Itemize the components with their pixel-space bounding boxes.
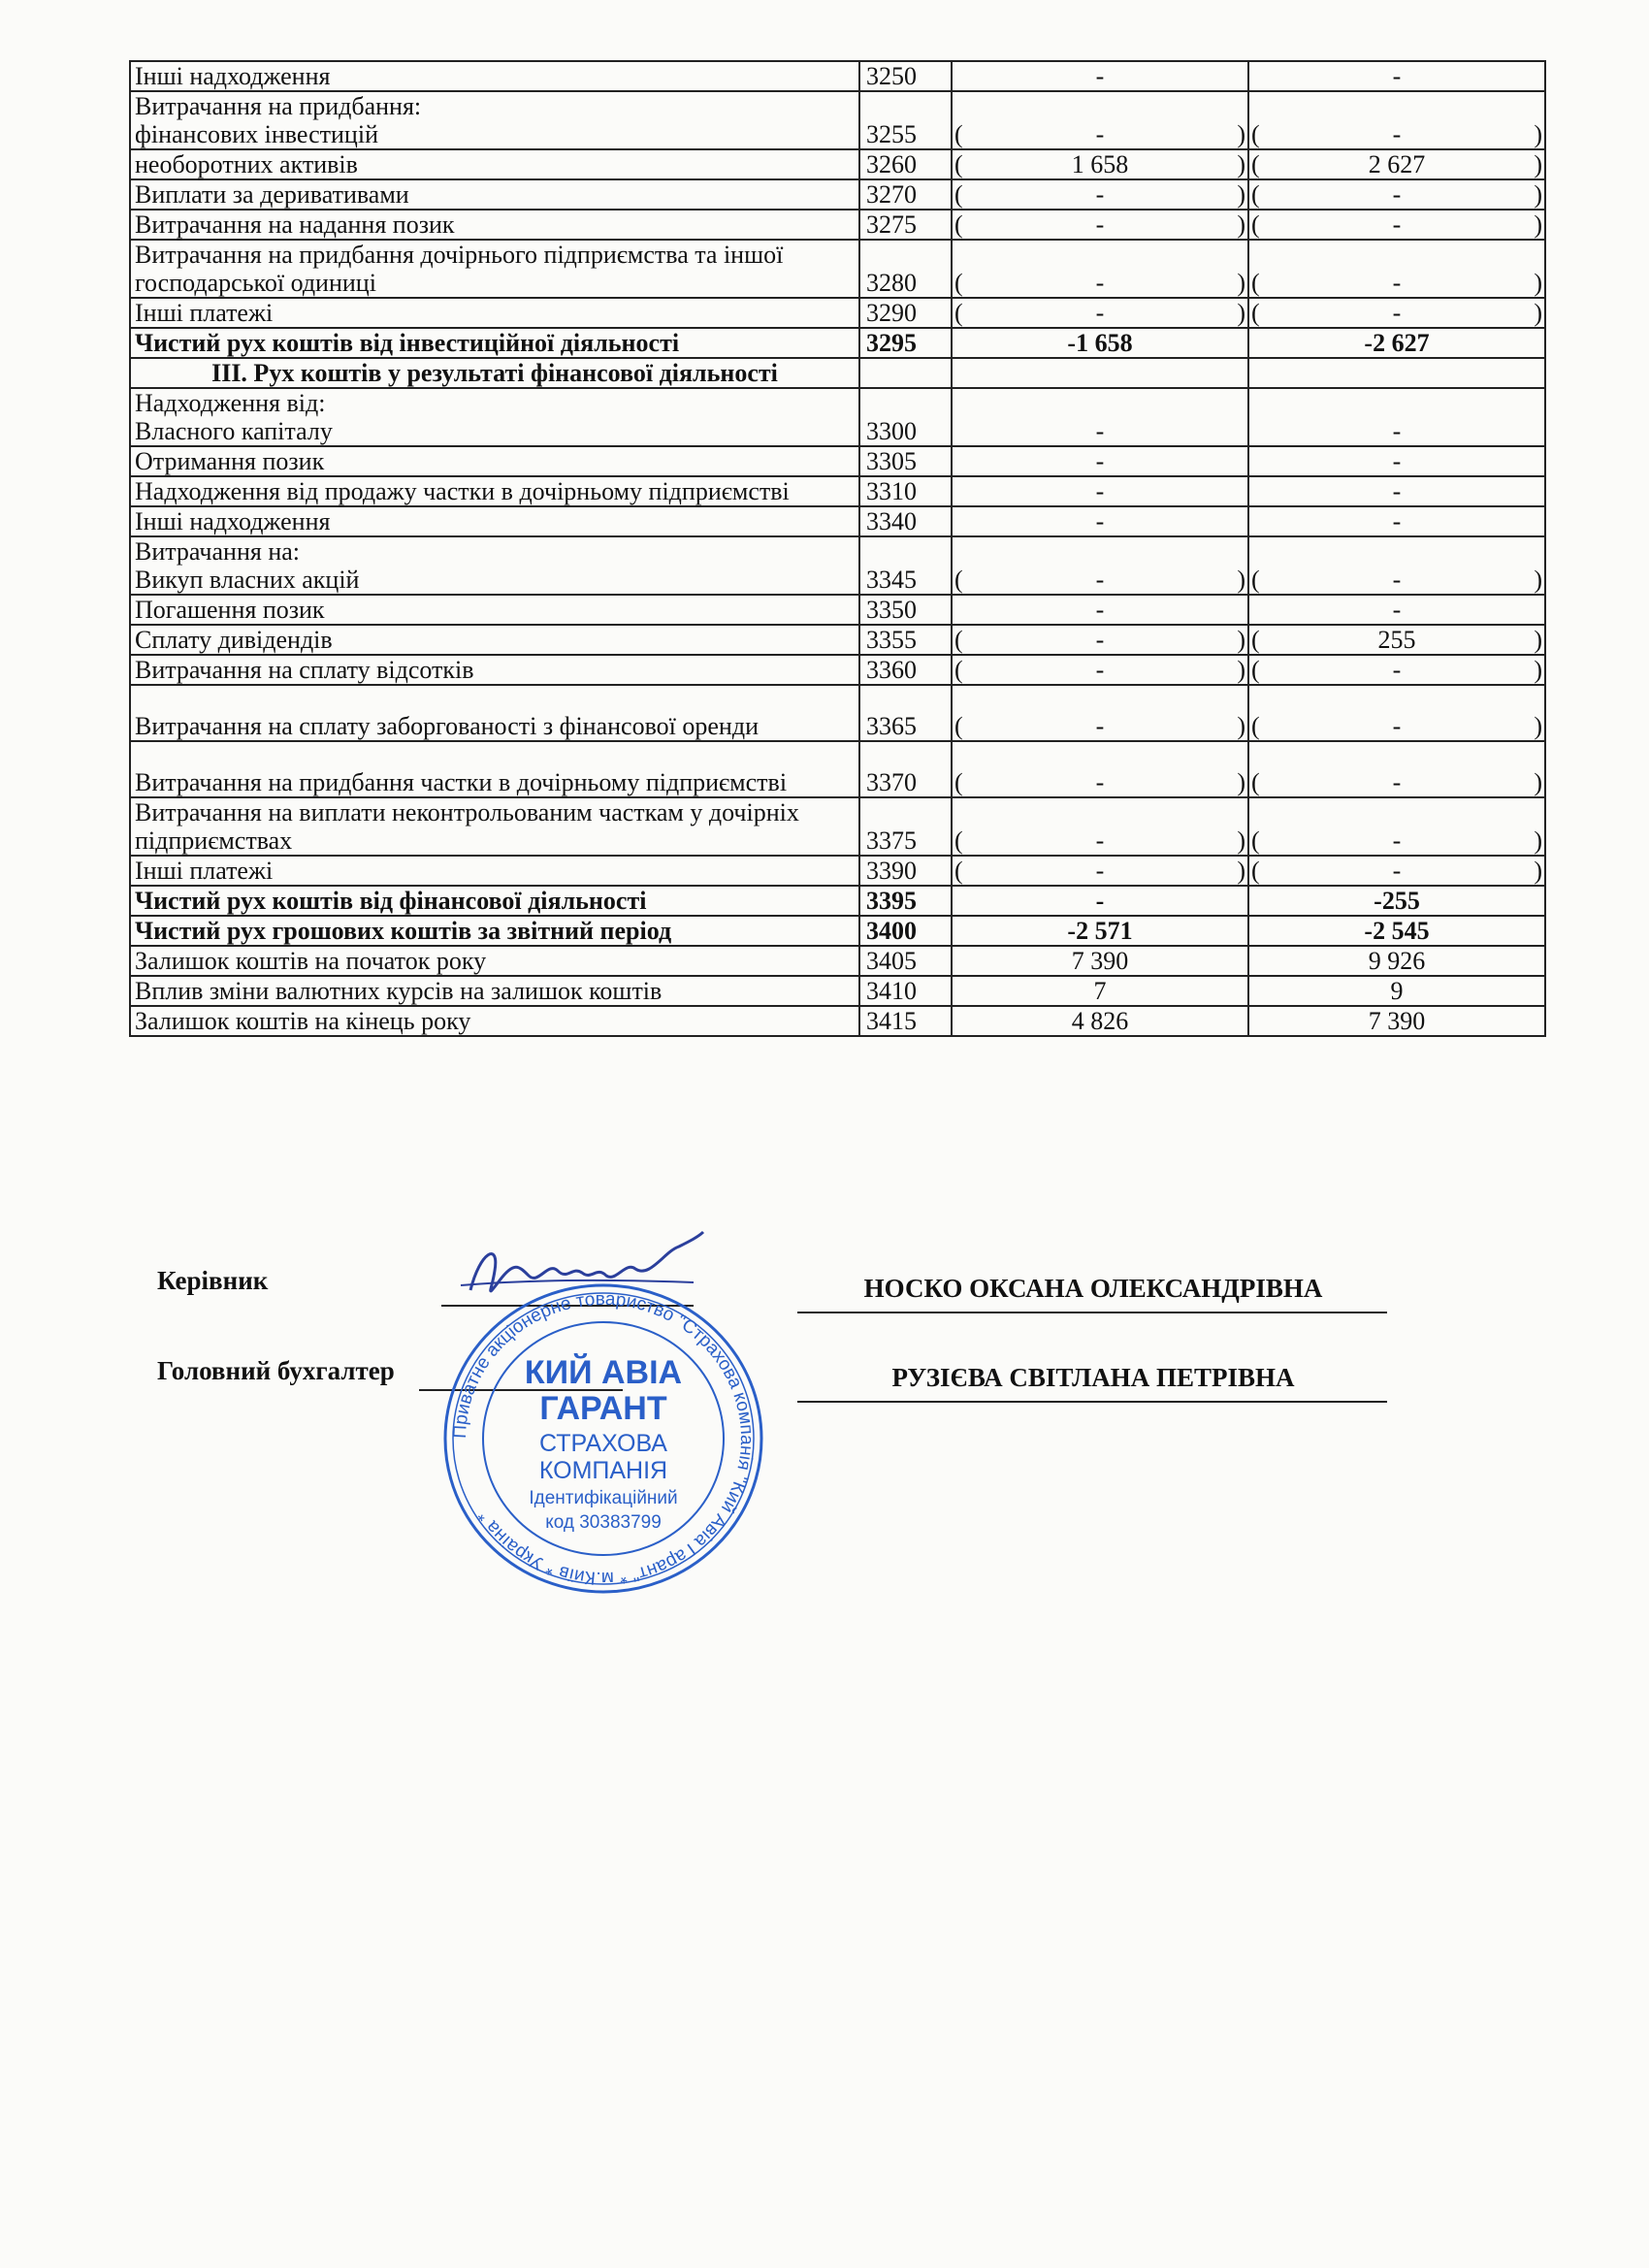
table-row <box>130 328 1545 358</box>
current-period-value: - <box>952 506 1248 536</box>
row-label: Інші надходження <box>130 61 859 91</box>
table-row <box>130 886 1545 916</box>
previous-period-value: ( - ) <box>1248 298 1545 328</box>
row-label: Інші платежі <box>130 298 859 328</box>
row-label: Надходження від: Власного капіталу <box>130 388 859 446</box>
row-code: 3375 <box>859 797 952 856</box>
current-period-value: ( - ) <box>952 797 1248 856</box>
row-label: Чистий рух грошових коштів за звітний період <box>130 916 859 946</box>
row-label: Інші платежі <box>130 856 859 886</box>
seal-outer-text: Приватне акціонерне товариство "Страхова компанія "Кий Авіа Гарант" * м.Київ * Україна * <box>449 1288 758 1589</box>
row-label: Отримання позик <box>130 446 859 476</box>
row-label: III. Рух коштів у результаті фінансової діяльності <box>130 358 859 388</box>
table-row <box>130 91 1545 149</box>
row-code: 3290 <box>859 298 952 328</box>
row-code: 3310 <box>859 476 952 506</box>
row-code: 3410 <box>859 976 952 1006</box>
row-code: 3400 <box>859 916 952 946</box>
current-period-value: ( - ) <box>952 625 1248 655</box>
row-code: 3355 <box>859 625 952 655</box>
seal-line3: СТРАХОВА <box>539 1430 667 1457</box>
current-period-value: ( - ) <box>952 655 1248 685</box>
previous-period-value: - <box>1248 476 1545 506</box>
current-period-value: ( 1 658 ) <box>952 149 1248 179</box>
previous-period-value: ( - ) <box>1248 536 1545 595</box>
table-row <box>130 506 1545 536</box>
row-code: 3305 <box>859 446 952 476</box>
row-code: 3365 <box>859 685 952 741</box>
row-label: Інші надходження <box>130 506 859 536</box>
director-label: Керівник <box>157 1266 269 1295</box>
table-row <box>130 476 1545 506</box>
table-row <box>130 298 1545 328</box>
row-label: Витрачання на сплату заборгованості з фінансової оренди <box>130 685 859 741</box>
previous-period-value: 9 926 <box>1248 946 1545 976</box>
current-period-value: - <box>952 595 1248 625</box>
table-row <box>130 916 1545 946</box>
table-row <box>130 1006 1545 1036</box>
previous-period-value: ( - ) <box>1248 741 1545 797</box>
row-label: Витрачання на надання позик <box>130 210 859 240</box>
table-row <box>130 976 1545 1006</box>
row-label: Витрачання на придбання: фінансових інвестицій <box>130 91 859 149</box>
row-code: 3350 <box>859 595 952 625</box>
row-label: Залишок коштів на кінець року <box>130 1006 859 1036</box>
table-row <box>130 388 1545 446</box>
current-period-value: ( - ) <box>952 240 1248 298</box>
current-period-value: - <box>952 388 1248 446</box>
previous-period-value: - <box>1248 388 1545 446</box>
row-code: 3345 <box>859 536 952 595</box>
row-label: Вплив зміни валютних курсів на залишок коштів <box>130 976 859 1006</box>
previous-period-value: -2 627 <box>1248 328 1545 358</box>
previous-period-value: ( 255 ) <box>1248 625 1545 655</box>
row-code: 3300 <box>859 388 952 446</box>
seal-line4: КОМПАНІЯ <box>538 1457 668 1484</box>
table-row <box>130 149 1545 179</box>
row-label: Чистий рух коштів від фінансової діяльності <box>130 886 859 916</box>
row-code <box>859 358 952 388</box>
accountant-name: РУЗІЄВА СВІТЛАНА ПЕТРІВНА <box>891 1363 1295 1392</box>
current-period-value: ( - ) <box>952 179 1248 210</box>
row-code: 3405 <box>859 946 952 976</box>
current-period-value: - <box>952 886 1248 916</box>
table-row <box>130 625 1545 655</box>
seal-line2: ГАРАНТ <box>539 1390 667 1427</box>
previous-period-value: ( - ) <box>1248 655 1545 685</box>
row-code: 3395 <box>859 886 952 916</box>
table-row <box>130 61 1545 91</box>
cash-flow-table-body <box>130 61 1545 1036</box>
current-period-value: ( - ) <box>952 741 1248 797</box>
row-code: 3260 <box>859 149 952 179</box>
accountant-name-line <box>797 1401 1387 1403</box>
row-label: Витрачання на придбання дочірнього підприємства та іншої господарської одиниці <box>130 240 859 298</box>
seal-line1: КИЙ АВІА <box>524 1354 683 1391</box>
previous-period-value: 7 390 <box>1248 1006 1545 1036</box>
table-row <box>130 595 1545 625</box>
table-row <box>130 536 1545 595</box>
table-row <box>130 179 1545 210</box>
director-name-line <box>797 1312 1387 1313</box>
row-code: 3270 <box>859 179 952 210</box>
row-label: Залишок коштів на початок року <box>130 946 859 976</box>
previous-period-value <box>1248 358 1545 388</box>
current-period-value: ( - ) <box>952 536 1248 595</box>
current-period-value: 4 826 <box>952 1006 1248 1036</box>
current-period-value: ( - ) <box>952 298 1248 328</box>
row-label: Сплату дивідендів <box>130 625 859 655</box>
table-row <box>130 741 1545 797</box>
table-row <box>130 655 1545 685</box>
previous-period-value: -255 <box>1248 886 1545 916</box>
current-period-value: - <box>952 476 1248 506</box>
row-label: Виплати за деривативами <box>130 179 859 210</box>
previous-period-value: ( - ) <box>1248 797 1545 856</box>
company-seal <box>438 1279 768 1599</box>
current-period-value: - <box>952 446 1248 476</box>
current-period-value <box>952 358 1248 388</box>
table-row <box>130 358 1545 388</box>
row-label: Погашення позик <box>130 595 859 625</box>
previous-period-value: 9 <box>1248 976 1545 1006</box>
seal-line6: код 30383799 <box>545 1512 662 1533</box>
previous-period-value: - <box>1248 506 1545 536</box>
row-code: 3275 <box>859 210 952 240</box>
current-period-value: ( - ) <box>952 91 1248 149</box>
current-period-value: 7 <box>952 976 1248 1006</box>
current-period-value: 7 390 <box>952 946 1248 976</box>
current-period-value: - <box>952 61 1248 91</box>
previous-period-value: ( - ) <box>1248 91 1545 149</box>
row-label: необоротних активів <box>130 149 859 179</box>
cash-flow-table <box>129 60 1546 1037</box>
previous-period-value: - <box>1248 446 1545 476</box>
row-label: Надходження від продажу частки в дочірньому підприємстві <box>130 476 859 506</box>
previous-period-value: ( 2 627 ) <box>1248 149 1545 179</box>
director-name: НОСКО ОКСАНА ОЛЕКСАНДРІВНА <box>863 1274 1323 1303</box>
row-code: 3390 <box>859 856 952 886</box>
table-row <box>130 946 1545 976</box>
previous-period-value: ( - ) <box>1248 240 1545 298</box>
row-label: Витрачання на виплати неконтрольованим часткам у дочірніх підприємствах <box>130 797 859 856</box>
table-row <box>130 240 1545 298</box>
row-code: 3280 <box>859 240 952 298</box>
table-row <box>130 856 1545 886</box>
table-row <box>130 797 1545 856</box>
row-label: Витрачання на: Викуп власних акцій <box>130 536 859 595</box>
row-code: 3340 <box>859 506 952 536</box>
row-code: 3255 <box>859 91 952 149</box>
row-label: Витрачання на сплату відсотків <box>130 655 859 685</box>
table-row <box>130 210 1545 240</box>
table-row <box>130 446 1545 476</box>
row-code: 3370 <box>859 741 952 797</box>
row-code: 3250 <box>859 61 952 91</box>
row-label: Чистий рух коштів від інвестиційної діяльності <box>130 328 859 358</box>
previous-period-value: ( - ) <box>1248 685 1545 741</box>
accountant-label: Головний бухгалтер <box>157 1356 395 1385</box>
seal-line5: Ідентифікаційний <box>529 1488 678 1508</box>
current-period-value: ( - ) <box>952 210 1248 240</box>
current-period-value: -1 658 <box>952 328 1248 358</box>
previous-period-value: ( - ) <box>1248 179 1545 210</box>
current-period-value: ( - ) <box>952 856 1248 886</box>
current-period-value: ( - ) <box>952 685 1248 741</box>
previous-period-value: ( - ) <box>1248 210 1545 240</box>
row-code: 3295 <box>859 328 952 358</box>
previous-period-value: - <box>1248 61 1545 91</box>
previous-period-value: - <box>1248 595 1545 625</box>
table-row <box>130 685 1545 741</box>
row-label: Витрачання на придбання частки в дочірньому підприємстві <box>130 741 859 797</box>
row-code: 3415 <box>859 1006 952 1036</box>
row-code: 3360 <box>859 655 952 685</box>
current-period-value: -2 571 <box>952 916 1248 946</box>
previous-period-value: -2 545 <box>1248 916 1545 946</box>
previous-period-value: ( - ) <box>1248 856 1545 886</box>
